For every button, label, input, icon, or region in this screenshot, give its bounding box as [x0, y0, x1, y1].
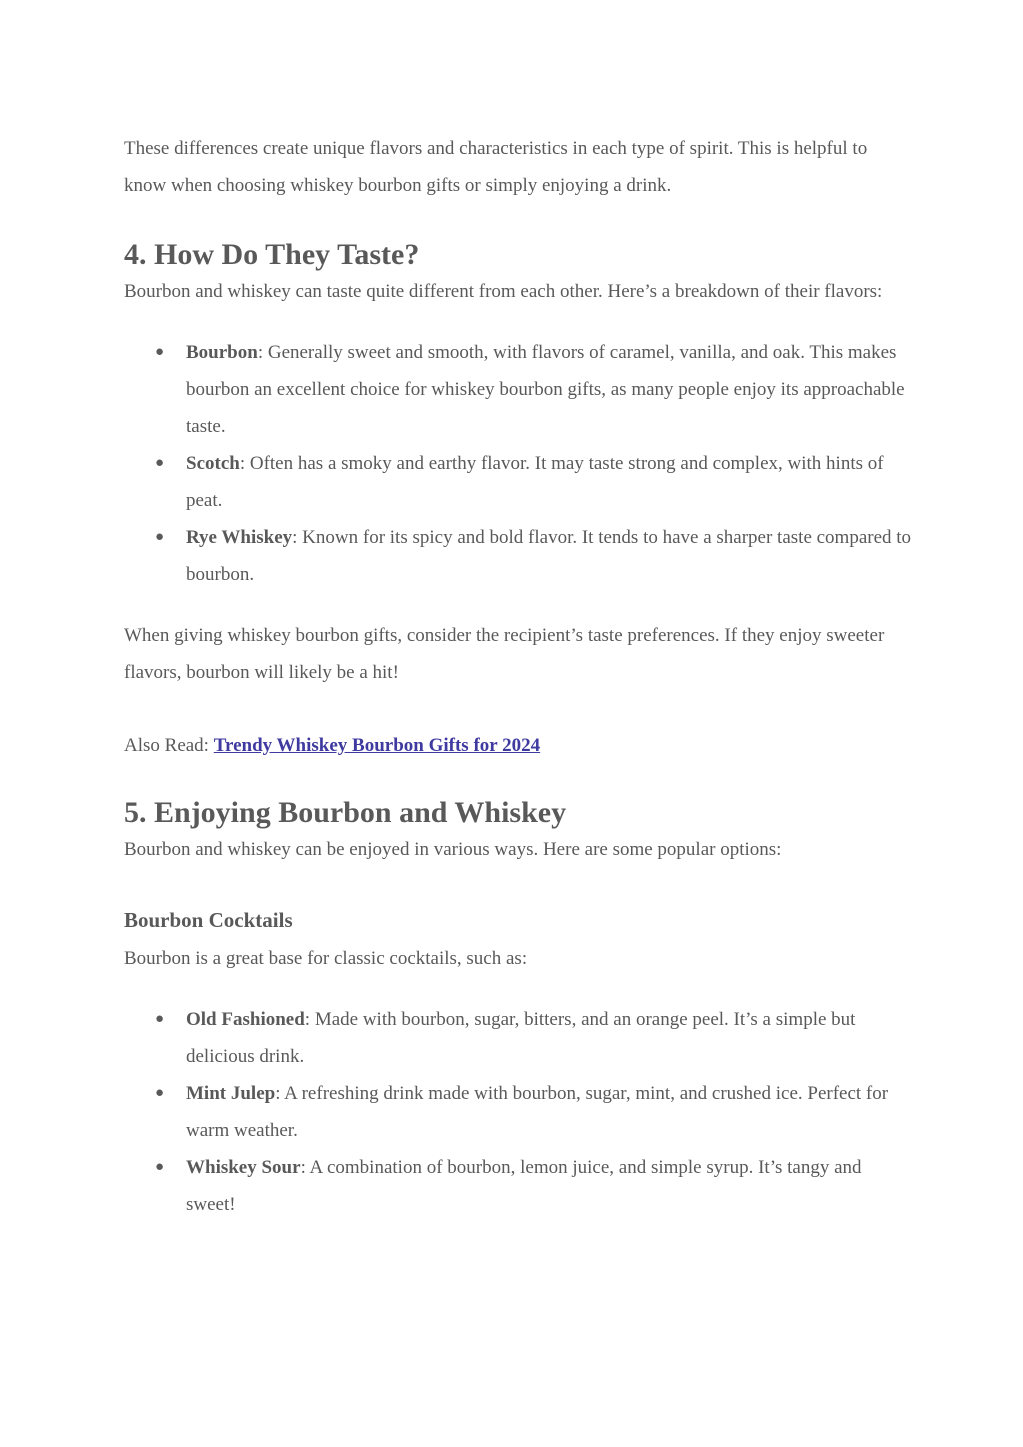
list-item-term: Old Fashioned: [186, 1009, 305, 1030]
also-read-label: Also Read:: [124, 735, 214, 756]
cocktail-list: [124, 1001, 914, 1223]
list-item: [124, 1149, 914, 1223]
section-4-intro: Bourbon and whiskey can taste quite different from each other. Here’s a breakdown of their flavors:: [124, 281, 883, 302]
list-item-term: Rye Whiskey: [186, 527, 293, 548]
section-5-heading: 5. Enjoying Bourbon and Whiskey: [124, 796, 567, 829]
bullet-icon: ●: [155, 1011, 165, 1027]
list-item-text: : Often has a smoky and earthy flavor. It may taste strong and complex, with hints of peat.: [186, 453, 884, 511]
list-item: [124, 445, 914, 519]
also-read-link[interactable]: Trendy Whiskey Bourbon Gifts for 2024: [213, 735, 541, 756]
cocktails-subheading: Bourbon Cocktails: [124, 908, 293, 932]
list-item: [124, 1075, 914, 1149]
list-item: [124, 1001, 914, 1075]
cocktails-intro: Bourbon is a great base for classic cocktails, such as:: [124, 948, 528, 969]
bullet-icon: ●: [155, 455, 165, 471]
bullet-icon: ●: [155, 529, 165, 545]
bullet-icon: ●: [155, 1085, 165, 1101]
list-item-text: : Known for its spicy and bold flavor. It tends to have a sharper taste compared to bourbon.: [186, 527, 912, 585]
list-item-term: Bourbon: [186, 342, 258, 363]
section-4-heading: 4. How Do They Taste?: [124, 238, 420, 271]
list-item: [124, 334, 914, 445]
list-item-text: : A combination of bourbon, lemon juice, and simple syrup. It’s tangy and sweet!: [186, 1157, 862, 1215]
taste-list: [124, 334, 914, 593]
also-read-line: [124, 727, 914, 764]
list-item-text: : A refreshing drink made with bourbon, sugar, mint, and crushed ice. Perfect for warm weather.: [186, 1083, 889, 1141]
intro-paragraph: These differences create unique flavors and characteristics in each type of spirit. This is helpful to know when choosing whiskey bourbon gifts or simply enjoying a drink.: [124, 138, 868, 196]
list-item: [124, 519, 914, 593]
list-item-text: : Made with bourbon, sugar, bitters, and an orange peel. It’s a simple but delicious drink.: [186, 1009, 856, 1067]
list-item-term: Scotch: [186, 453, 240, 474]
list-item-term: Mint Julep: [186, 1083, 276, 1104]
document-page: [124, 130, 914, 1223]
list-item-text: : Generally sweet and smooth, with flavors of caramel, vanilla, and oak. This makes bourbon an excellent choice for whiskey bourbon gifts, as many people enjoy its approachable taste.: [186, 342, 905, 437]
section-4-outro: When giving whiskey bourbon gifts, consider the recipient’s taste preferences. If they enjoy sweeter flavors, bourbon will likely be a hit!: [124, 625, 885, 683]
section-5-intro: Bourbon and whiskey can be enjoyed in various ways. Here are some popular options:: [124, 839, 782, 860]
list-item-term: Whiskey Sour: [186, 1157, 301, 1178]
bullet-icon: ●: [155, 1159, 165, 1175]
bullet-icon: ●: [155, 344, 165, 360]
